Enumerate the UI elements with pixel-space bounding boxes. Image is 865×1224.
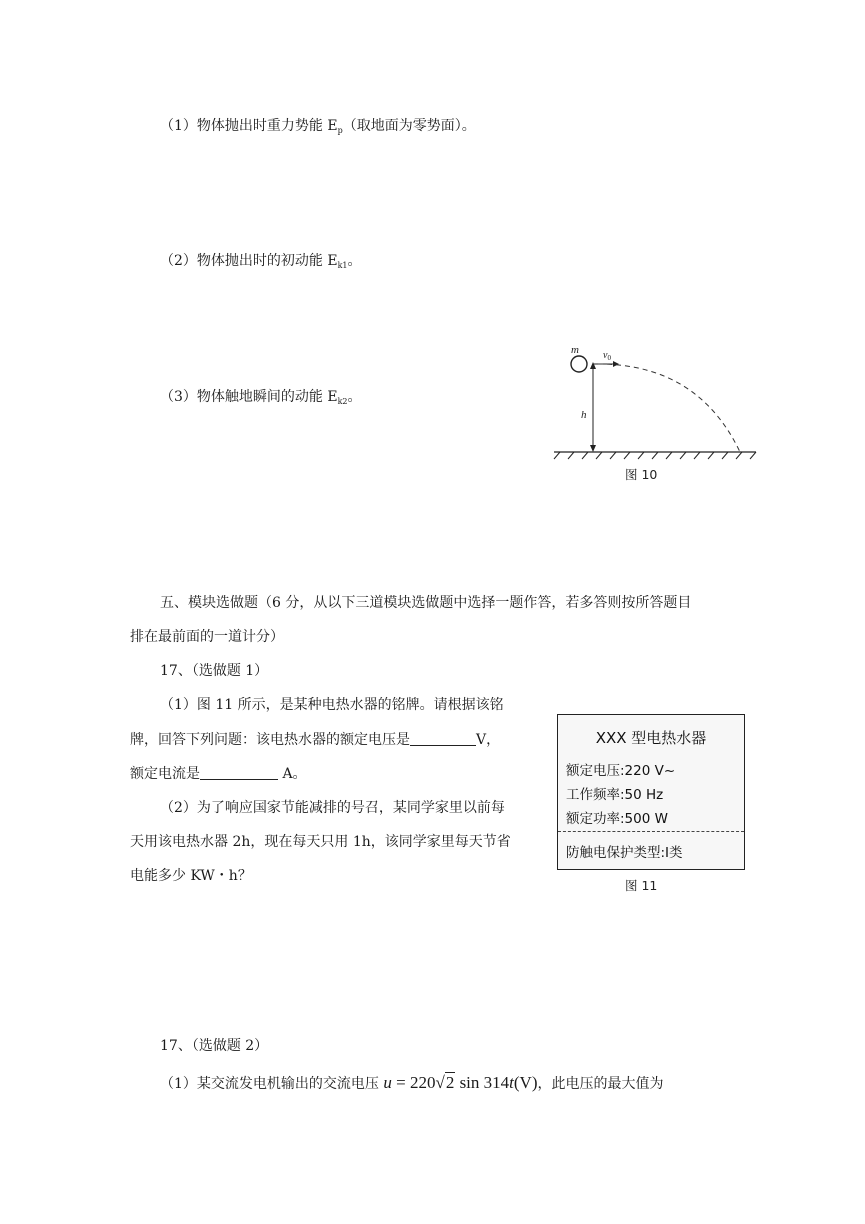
question-16-part-2: （2）物体抛出时的初动能 $E_{k1}$。: [160, 253, 362, 270]
question-17-1-title: 17、（选做题 1）: [160, 663, 269, 679]
question-17-1-line-5: 天用该电热水器 2h，现在每天只用 1h，该同学家里每天节省: [130, 834, 511, 850]
section-5-heading-line-2: 排在最前面的一道计分）: [130, 629, 284, 645]
rated-current-blank[interactable]: [200, 765, 278, 780]
rated-voltage-blank[interactable]: [410, 731, 476, 746]
figure-10-projectile-diagram: [548, 340, 762, 485]
question-17-1-line-6: 电能多少 KW・h？: [130, 868, 252, 884]
height-arrow-top: [590, 362, 596, 369]
ground-hatching: [554, 452, 756, 459]
height-arrow-bottom: [590, 445, 596, 452]
figure-10-caption: 图 10: [625, 467, 658, 482]
nameplate-protection: 防触电保护类型:Ⅰ类: [566, 845, 683, 861]
section-5-heading-line-1: 五、模块选做题（6 分，从以下三道模块选做题中选择一题作答，若多答则按所答题目: [160, 595, 692, 611]
question-17-2-line-1: （1）某交流发电机输出的交流电压 u = 220√2 sin 314t(V)，此电压的最大值为: [160, 1073, 664, 1092]
figure-11-caption: 图 11: [625, 878, 658, 893]
ball-mass: [571, 356, 587, 372]
question-17-1-line-2: 牌，回答下列问题：该电热水器的额定电压是 V，: [130, 732, 501, 748]
voltage-equation: u = 220√2 sin 314t(V): [383, 1073, 538, 1092]
nameplate-divider: [558, 831, 744, 832]
velocity-label: $v_0$: [603, 350, 611, 362]
question-17-1-line-1: （1）图 11 所示，是某种电热水器的铭牌。请根据该铭: [160, 697, 504, 713]
height-label: h: [581, 409, 587, 421]
velocity-arrowhead: [613, 361, 619, 367]
question-17-2-title: 17、（选做题 2）: [160, 1038, 269, 1054]
question-17-1-line-3: 额定电流是 A。: [130, 766, 307, 782]
mass-label: m: [571, 344, 579, 356]
trajectory-curve: [598, 364, 740, 452]
nameplate-frequency: 工作频率:50 Hz: [566, 787, 664, 803]
nameplate-title: XXX 型电热水器: [595, 729, 707, 747]
figure-11-nameplate: [557, 714, 745, 870]
question-17-1-line-4: （2）为了响应国家节能减排的号召，某同学家里以前每: [160, 800, 505, 816]
question-16-part-3: （3）物体触地瞬间的动能 $E_{k2}$。: [160, 389, 362, 406]
question-16-part-1: （1）物体抛出时重力势能 $E_p$（取地面为零势面）。: [160, 118, 476, 135]
nameplate-power: 额定功率:500 W: [566, 811, 668, 827]
nameplate-voltage: 额定电压:220 V~: [566, 763, 676, 779]
